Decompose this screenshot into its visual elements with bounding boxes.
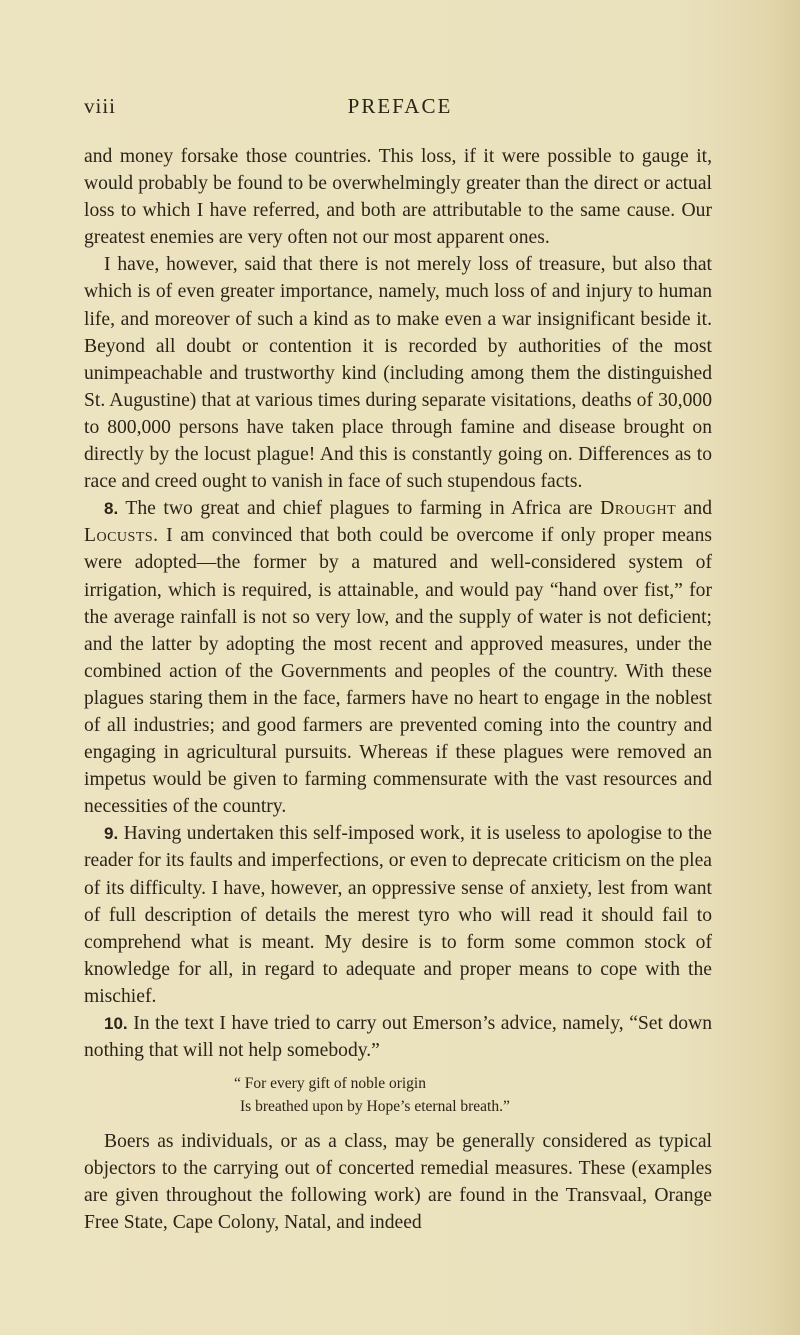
emphasis-term: Locusts.: [84, 525, 159, 547]
paragraph-section-10: [84, 1010, 712, 1064]
body-text: [84, 143, 712, 1237]
page-number: viii: [84, 94, 117, 118]
section-number: 8.: [104, 499, 119, 519]
verse-quote: [234, 1072, 712, 1118]
verse-line: Is breathed upon by Hope’s eternal breath.”: [240, 1098, 510, 1116]
paragraph-text: The two great and chief plagues to farming in Africa are: [125, 498, 593, 520]
paragraph-text: I am convinced that both could be overcome if only proper means were adopted—the former by a matured and well-considered system of irrigation, which is required, is attainable, and would pay “hand over fist,” for the average rainfall is not so very low, and the supply of water is not deficient; and the latter by adopting the most recent and approved measures, under the combined action of the Governments and peoples of the country. With these plagues staring them in the face, farmers have no heart to engage in the noblest of all industries; and good farmers are prevented coming into the country and engaging in agricultural pursuits. Whereas if these plagues were removed an impetus would be given to farming commensurate with the vast resources and necessities of the country.: [84, 525, 712, 818]
paragraph-section-9: [84, 820, 712, 1010]
paragraph: and money forsake those countries. This loss, if it were possible to gauge it, would probably be found to be overwhelmingly greater than the direct or actual loss to which I have referred, and both are attributable to the same cause. Our greatest enemies are very often not our most apparent ones.: [84, 146, 712, 249]
section-number: 10.: [104, 1014, 128, 1033]
verse-line: “ For every gift of noble origin: [234, 1075, 426, 1093]
paragraph: I have, however, said that there is not merely loss of treasure, but also that which is of even greater importance, namely, much loss of and injury to human life, and moreover of such a kind as to make even a war insignificant beside it. Beyond all doubt or contention it is recorded by authorities of the most unimpeachable and trustworthy kind (including among them the distinguished St. Augustine) that at various times during separate visitations, deaths of 30,000 to 800,000 persons have taken place through famine and disease brought on directly by the locust plague! And this is constantly going on. Differences as to race and creed ought to vanish in face of such stupendous facts.: [84, 254, 712, 493]
paragraph-text: In the text I have tried to carry out Emerson’s advice, namely, “Set down nothing that will not help somebody.”: [84, 1013, 713, 1062]
page-header: [84, 94, 716, 124]
emphasis-term: Drought: [600, 498, 677, 520]
paragraph: Boers as individuals, or as a class, may be generally considered as typical objectors to the carrying out of concerted remedial measures. These (examples are given throughout the following work) are found in the Transvaal, Orange Free State, Cape Colony, Natal, and indeed: [84, 1131, 712, 1234]
section-number: 9.: [104, 824, 119, 844]
paragraph-text: Having undertaken this self-imposed work, it is useless to apologise to the reader for its faults and imperfections, or even to deprecate criticism on the plea of its difficulty. I have, however, an oppressive sense of anxiety, lest from want of full description of details the merest tyro who will read it should fail to comprehend what is meant. My desire is to form some common stock of knowledge for all, in regard to adequate and proper means to cope with the mischief.: [84, 823, 712, 1007]
paragraph-text: and: [683, 498, 713, 520]
running-head: PREFACE: [347, 94, 453, 118]
paragraph-section-8: [84, 495, 712, 820]
